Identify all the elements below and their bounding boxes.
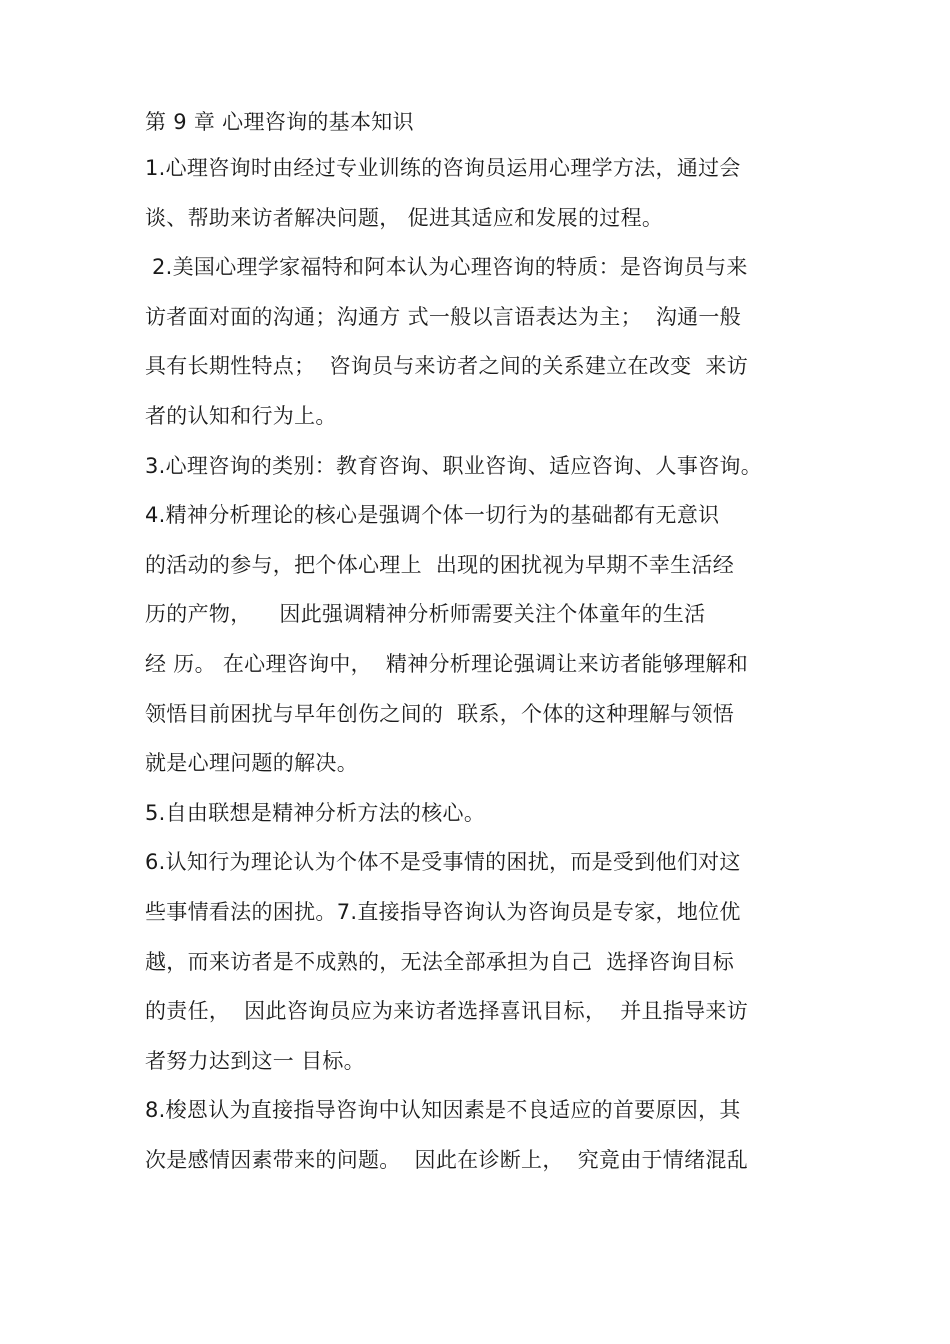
text-line: 2.美国心理学家福特和阿本认为心理咨询的特质：是咨询员与来 bbox=[145, 255, 748, 280]
text-line: 8.梭恩认为直接指导咨询中认知因素是不良适应的首要原因，其 bbox=[145, 1098, 741, 1123]
text-line: 4.精神分析理论的核心是强调个体一切行为的基础都有无意识 bbox=[145, 503, 720, 528]
text-line: 3.心理咨询的类别：教育咨询、职业咨询、适应咨询、人事咨询。 bbox=[145, 453, 763, 478]
text-line: 者的认知和行为上。 bbox=[145, 403, 337, 428]
chapter-title: 第 9 章 心理咨询的基本知识 bbox=[145, 110, 414, 134]
text-line: 6.认知行为理论认为个体不是受事情的困扰，而是受到他们对这 bbox=[145, 850, 741, 875]
text-line: 谈、帮助来访者解决问题， 促进其适应和发展的过程。 bbox=[145, 205, 664, 230]
text-line: 经 历。 在心理咨询中， 精神分析理论强调让来访者能够理解和 bbox=[145, 651, 748, 676]
text-line: 些事情看法的困扰。7.直接指导咨询认为咨询员是专家，地位优 bbox=[145, 899, 741, 924]
document-body bbox=[145, 100, 815, 1185]
text-line: 的责任， 因此咨询员应为来访者选择喜讯目标， 并且指导来访 bbox=[145, 999, 748, 1024]
text-line: 1.心理咨询时由经过专业训练的咨询员运用心理学方法，通过会 bbox=[145, 156, 741, 180]
text-line: 就是心理问题的解决。 bbox=[145, 751, 358, 776]
text-line: 者努力达到这一 目标。 bbox=[145, 1048, 365, 1073]
text-line: 领悟目前困扰与早年创伤之间的 联系，个体的这种理解与领悟 bbox=[145, 701, 735, 726]
text-line: 的活动的参与，把个体心理上 出现的困扰视为早期不幸生活经 bbox=[145, 552, 735, 577]
text-line: 具有长期性特点； 咨询员与来访者之间的关系建立在改变 来访 bbox=[145, 354, 748, 379]
text-line: 次是感情因素带来的问题。 因此在诊断上， 究竟由于情绪混乱 bbox=[145, 1147, 748, 1172]
text-line: 5.自由联想是精神分析方法的核心。 bbox=[145, 800, 486, 825]
text-line: 访者面对面的沟通；沟通方 式一般以言语表达为主； 沟通一般 bbox=[145, 304, 742, 329]
text-line: 越，而来访者是不成熟的，无法全部承担为自己 选择咨询目标 bbox=[145, 949, 735, 974]
text-line: 历的产物， 因此强调精神分析师需要关注个体童年的生活 bbox=[145, 602, 706, 627]
